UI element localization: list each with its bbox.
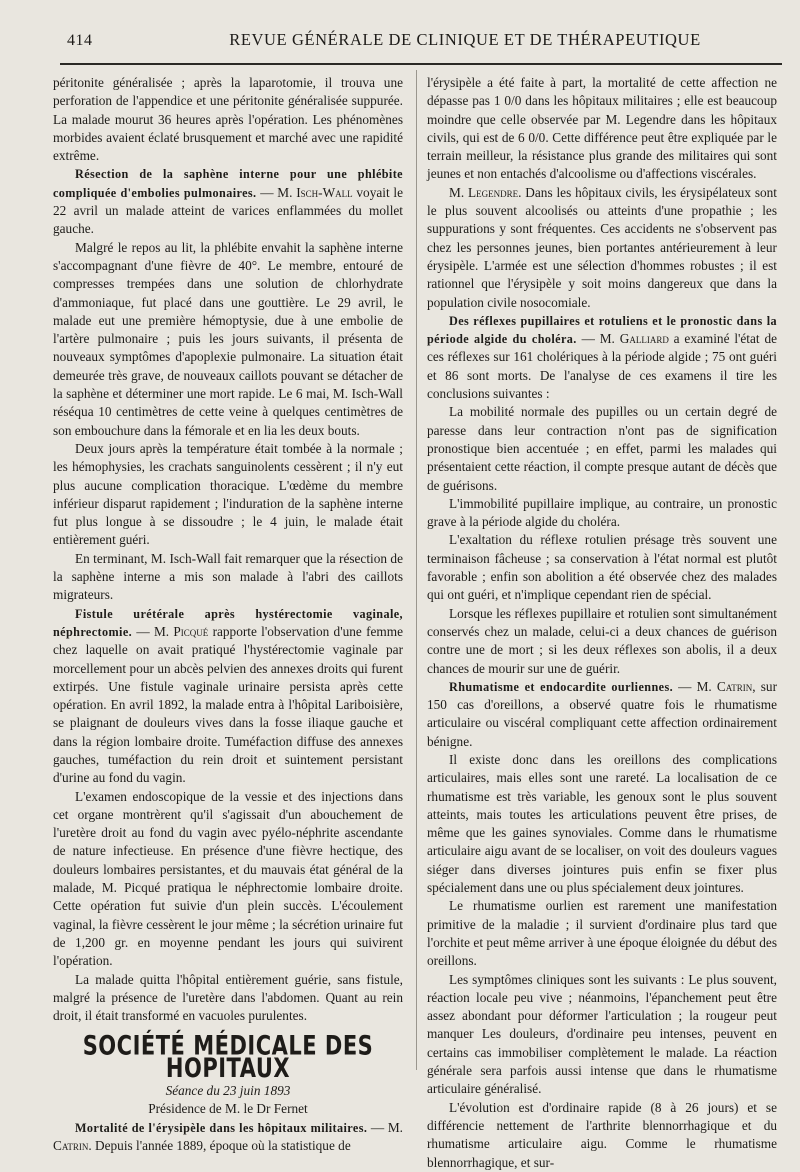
column-divider (416, 70, 417, 1070)
paragraph: Malgré le repos au lit, la phlébite envahit la saphène interne s'accompagnant d'une fièvre de 40°. Le membre, entouré de compresses trempées dans une solution de chlorhydrate d'ammoniaque, fut placé dans une gouttière. Le 29 avril, le malade eut une première hémoptysie, due à une embolie de l'artère pulmonaire ; puis les jours suivants, il présenta de nouveaux symptômes d'apoplexie pulmonaire. La situation était demeurée très grave, de nouveaux caillots pouvant se détacher de la saphène et déterminer une mort rapide. Le 6 mai, M. Isch-Wall réséqua 10 centimètres de cette veine à quelques centimètres de son embouchure dans la fémorale et en lia les deux bouts. (53, 239, 403, 438)
dash: — M. (673, 678, 717, 694)
author-name: Catrin (716, 678, 753, 694)
presidency: Présidence de M. le Dr Fernet (148, 1101, 308, 1117)
article-heading: Des réflexes pupillaires et rotuliens et le pronostic dans la période algide du choléra. (427, 313, 777, 347)
article-intro (427, 312, 777, 403)
paragraph: Deux jours après la température était tombée à la normale ; les hémophysies, les crachats sanguinolents cessèrent ; il n'y eut plus aucune complication thoracique. L'œdème du membre inférieur disparut rapidement ; l'induration de la saphène interne fut plus longue à se dissoudre ; le 4 juin, le malade était entièrement guéri. (53, 440, 403, 548)
dash: — M. (132, 623, 174, 639)
page-header (55, 28, 785, 54)
left-column (53, 74, 403, 1155)
author-name: Picqué (173, 623, 209, 639)
page-number: 414 (67, 32, 93, 49)
paragraph: l'érysipèle a été faite à part, la mortalité de cette affection ne dépasse pas 1 0/0 dans les hôpitaux militaires ; elle est beaucoup moindre que celle observée par M. Legendre dans les hôpitaux civils, qui est de 6 0/0. Cette différence peut être expliquée par le terrain meilleur, la résistance plus grande des militaires qui sont jeunes et non entachés d'alcoolisme ou d'affections viscérales. (427, 75, 777, 182)
article-intro (53, 605, 403, 788)
article-text: rapporte l'observation d'une femme chez laquelle on avait pratiqué l'hystérectomie vaginale par morcellement pour un abcès pelvien des annexes droits qui furent extirpés. Une fistule vaginale urinaire persista après cette opération. En avril 1892, la malade entra à l'hôpital Lariboisière, se plaignant de douleurs vives dans la fosse iliaque gauche et dans la région lombaire droite. Tuméfaction diffuse des annexes gauches, tuméfaction du rein droit et suintement persistant d'urine au fond du vagin. (53, 623, 403, 786)
paragraph: Les symptômes cliniques sont les suivants : Le plus souvent, réaction locale peu vive ; néanmoins, l'épanchement peut être assez abondant pour déformer l'articulation ; la rougeur peut manquer Les douleurs, d'ordinaire peu intenses, peuvent en certains cas immobiliser complètement le malade. La réaction générale sera parfois aussi intense que dans le rhumatisme articulaire généralisé. (427, 971, 777, 1097)
dash: — M. (576, 331, 620, 347)
paragraph: péritonite généralisée ; après la laparotomie, il trouva une perforation de l'appendice et une péritonite généralisée suppurée. La malade mourut 36 heures après l'opération. Les phénomènes morbides avaient éclaté brusquement et marché avec une rapidité extrême. (53, 75, 403, 164)
article-intro (53, 165, 403, 238)
dash: — (367, 1119, 388, 1135)
author-name: M. Catrin (53, 1119, 403, 1153)
society-title: SOCIÉTÉ MÉDICALE DES HOPITAUX (82, 1031, 374, 1084)
article-heading: Rhumatisme et endocardite ourliennes. (449, 679, 674, 694)
author-name: M. Legendre (449, 184, 519, 200)
article-heading: Mortalité de l'érysipèle dans les hôpitaux militaires. (75, 1120, 368, 1135)
paragraph: L'immobilité pupillaire implique, au contraire, un pronostic grave à la période algide du choléra. (427, 495, 777, 530)
article-intro (53, 1119, 403, 1156)
article-text: voyait le 22 avril un malade atteint de varices enflammées du mollet gauche. (53, 184, 403, 237)
article-heading: Fistule urétérale après hystérectomie vaginale, néphrectomie. (53, 606, 403, 639)
article-text: , sur 150 cas d'oreillons, a observé quatre fois le rhumatisme articulaire ou viscéral compliquant cette affection ordinairement bénigne. (427, 678, 777, 749)
article-intro (427, 678, 777, 751)
article-heading: Résection de la saphène interne pour une phlébite compliquée d'embolies pulmonaires. (53, 167, 403, 200)
paragraph: L'exaltation du réflexe rotulien présage très souvent une terminaison fâcheuse ; sa conservation à l'état normal est plutôt favorable ; enfin son abolition a été observée chez des malades qui ont guéri, et n'implique cependant rien de spécial. (427, 532, 777, 603)
paragraph: En terminant, M. Isch-Wall fait remarquer que la résection de la saphène interne a mis son malade à l'abri des caillots migrateurs. (53, 550, 403, 603)
running-title: REVUE GÉNÉRALE DE CLINIQUE ET DE THÉRAPEUTIQUE (229, 30, 701, 49)
article-text: a examiné l'état de ces réflexes sur 161 cholériques à la période algide ; 75 ont guéri et 86 sont morts. De l'analyse de ces examens il tire les conclusions suivantes : (427, 331, 777, 402)
dash: — M. (256, 184, 297, 200)
paragraph: L'évolution est d'ordinaire rapide (8 à 26 jours) et se différencie nettement de l'arthrite blennorrhagique et du rhumatisme articulaire aigu. Comme le rhumatisme blennorrhagique, et sur- (427, 1099, 777, 1170)
paragraph: Lorsque les réflexes pupillaire et rotulien sont simultanément conservés chez un malade, celui-ci a deux chances de guérison contre une de mort ; si les deux réflexes son abolis, il a deux chances de mourir sur une de guérir. (427, 605, 777, 676)
author-name: Isch-Wall (296, 184, 353, 200)
paragraph: L'examen endoscopique de la vessie et des injections dans cet organe montrèrent qu'il s'agissait d'un abouchement de l'uretère droit au fond du vagin avec pyélo-néphrite ascendante de nature infectieuse. En présence d'une fièvre hectique, des douleurs lombaires persistantes, et du mauvais état général de la malade, M. Picqué pratiqua le néphrectomie lombaire droite. Cette opération fut suivie d'un plein succès. L'écoulement vaginal, la fièvre cessèrent le jour même ; la sécrétion urinaire fut de 1,200 gr. en moyenne pendant les jours qui suivirent l'opération. (53, 788, 403, 969)
paragraph: Le rhumatisme ourlien est rarement une manifestation primitive de la maladie ; il survient d'ordinaire plus tard que l'orchite et peut même arriver à une époque éloignée du début des oreillons. (427, 898, 777, 969)
paragraph: Il existe donc dans les oreillons des complications articulaires, mais elles sont une rareté. La localisation de ce rhumatisme est très variable, les genoux sont le plus souvent atteints, mais toutes les articulations peuvent être prises, de même que les gaines synoviales. Comme dans le rhumatisme articulaire aigu avant de se localiser, on voit des douleurs vagues siéger dans diverses jointures puis enfin se fixer plus spécialement dans une ou plus spécialement deux jointures. (427, 751, 777, 896)
paragraph (427, 184, 777, 312)
right-column (427, 74, 777, 1172)
paragraph: La malade quitta l'hôpital entièrement guérie, sans fistule, malgré la présence de l'uretère dans l'abdomen. Quant au rein droit, il était transformé en vacuoles purulentes. (53, 971, 403, 1024)
session-date: Séance du 23 juin 1893 (165, 1083, 291, 1099)
author-name: Galliard (619, 331, 669, 347)
paragraph: La mobilité normale des pupilles ou un certain degré de paresse dans leur contraction n'ont pas de signification pronostique bien accentuée ; en effet, parmi les malades qui présentaient cette réaction, il compte presque autant de décès que de guérisons. (427, 404, 777, 493)
article-text: . Dans les hôpitaux civils, les érysipélateux sont le plus souvent alcoolisés ou atteints d'une propathie ; les suppurations y sont fréquentes. Ces accidents ne s'observent pas chez les personnes jeunes, bien portantes antérieurement à leur érysipèle. L'armée est une sélection d'hommes robustes ; il est rationnel que l'érysipèle y soit moins dangereux que dans la population civile nosocomiale. (427, 184, 777, 310)
article-text: . Depuis l'année 1889, époque où la statistique de (88, 1137, 351, 1153)
header-rule (60, 63, 782, 65)
